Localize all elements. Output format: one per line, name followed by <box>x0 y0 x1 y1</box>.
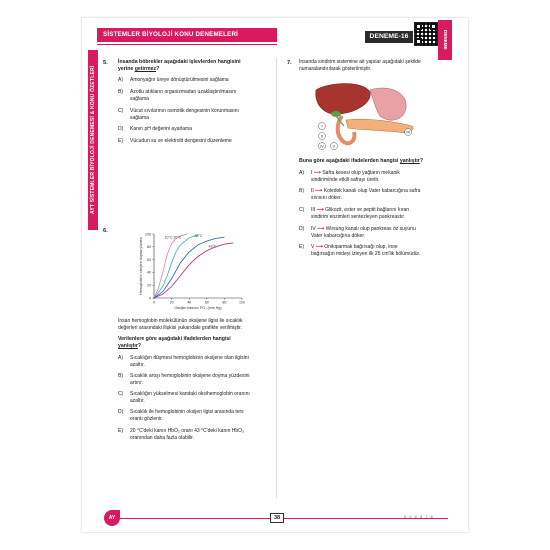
qr-finder <box>415 23 422 30</box>
option-text: Koledok kanalı olup Vater kabarcığına safra <box>323 188 421 194</box>
column-divider <box>276 58 277 498</box>
option-letter: D) <box>118 409 124 415</box>
arrow-icon: ⟶ <box>317 226 325 232</box>
option-letter: C) <box>118 108 124 114</box>
x-tick-label: 80 <box>222 300 227 305</box>
option-text: orantı gözlenir. <box>130 416 163 422</box>
option-letter: C) <box>118 391 124 397</box>
question-stem <box>118 336 278 350</box>
x-tick-label: 100 <box>239 300 245 305</box>
paragraph-line: değerleri arasındaki ilişkisi yukarıdaki grafikte verilmiştir. <box>118 325 242 331</box>
x-tick-label: 60 <box>204 300 209 305</box>
paragraph-line: İnsanda sindirim sistemine ait yapılar aşağıdaki şekilde <box>299 59 421 65</box>
question-stem <box>118 59 278 73</box>
series-label: 10°C <box>164 235 173 240</box>
digestive-system-illustration <box>308 80 428 152</box>
option-letter: B) <box>118 373 123 379</box>
option-letter: A) <box>299 170 304 176</box>
option-letter: E) <box>118 428 123 434</box>
option-text: artırır. <box>130 380 144 386</box>
stem-text: yerine <box>118 66 135 72</box>
option-a[interactable] <box>299 170 400 184</box>
stem-text: Buna göre aşağıdaki ifadelerden hangisi <box>299 158 400 164</box>
option-a[interactable] <box>118 77 229 84</box>
side-tab: DENEME <box>438 20 452 60</box>
option-letter: E) <box>299 244 304 250</box>
stem-text: ? <box>419 158 423 164</box>
x-axis-label: Oksijen basıncı PO₂ (mm Hg) <box>174 306 222 310</box>
option-text: sindiriminde etkili safrayı üretir. <box>311 177 380 183</box>
x-tick-label: 20 <box>169 300 174 305</box>
option-text: sağlama <box>130 115 149 121</box>
footer-codes: 6.6 6.8 7.6 <box>404 514 434 519</box>
option-text: Amonyağın üreye dönüştürülmesini sağlama <box>130 77 229 83</box>
y-axis-label: Hemoglobinin oksijene doyma yüzdesi <box>139 237 143 295</box>
option-text: Safra kesesi olup yağların mekanik <box>322 170 400 176</box>
series-line <box>154 235 198 298</box>
option-letter: D) <box>118 126 124 132</box>
qr-code[interactable] <box>414 22 438 46</box>
label-ii: II <box>320 133 324 139</box>
y-tick-label: 20 <box>147 283 151 288</box>
label-iii: III <box>406 129 410 135</box>
option-numeral: IV <box>311 226 316 232</box>
option-b[interactable] <box>118 373 250 387</box>
stem-emphasis: yanlıştır <box>118 343 138 349</box>
option-numeral: V <box>311 244 315 250</box>
option-text: Vücut sıvılarının osmotik dengesinin korunmasını <box>130 108 239 114</box>
stem-text: ? <box>156 66 160 72</box>
option-letter: B) <box>299 188 304 194</box>
qr-finder <box>430 23 437 30</box>
option-numeral: II <box>311 188 314 194</box>
option-letter: A) <box>118 355 123 361</box>
option-text: sağlama <box>130 96 149 102</box>
option-b[interactable] <box>118 89 236 103</box>
question-number: 5. <box>103 60 108 66</box>
option-text: Vater kabarcığına döker. <box>311 233 366 239</box>
option-letter: C) <box>299 207 305 213</box>
option-c[interactable] <box>118 391 250 405</box>
stem-emphasis: getirmez <box>134 66 157 72</box>
arrow-icon: ⟶ <box>316 207 324 213</box>
series-line <box>154 243 233 298</box>
liver-shape <box>316 84 370 115</box>
option-c[interactable] <box>118 108 239 122</box>
y-tick-label: 60 <box>147 257 151 262</box>
option-text: Sıcaklığın düşmesi hemoglobinin oksijene olan ilgisini <box>130 355 249 361</box>
option-text: Onikiparmak bağırsağı olup, inoe <box>324 244 398 250</box>
option-text: Sıcaklığın yükselmesi kandaki oksihemoglobin oranını <box>130 391 250 397</box>
y-tick-label: 80 <box>147 245 151 250</box>
option-b[interactable] <box>299 188 420 202</box>
option-text: sıvısını döker. <box>311 195 342 201</box>
deneme-badge: DENEME-16 <box>365 31 413 43</box>
option-text: Azotlu atıkların organizmadan uzaklaştırılmasını <box>130 89 237 95</box>
oxygen-dissociation-chart <box>120 228 250 314</box>
option-text: Sıcaklık artışı hemoglobinin oksijene doyma yüzdesini <box>130 373 250 379</box>
paragraph-line: İnsan hemoglobin molekülünün oksijene ilgisi ile sıcaklık <box>118 318 243 324</box>
series-label: 43°C <box>208 244 217 249</box>
option-text: Sıcaklık ile hemoglobinin oksijen ilgisi arasında ters <box>130 409 244 415</box>
publisher-logo: AY <box>104 510 120 526</box>
option-a[interactable] <box>118 355 249 369</box>
question-number: 7. <box>287 60 292 66</box>
option-letter: E) <box>118 138 123 144</box>
stem-emphasis: yanlıştır <box>399 158 420 164</box>
label-i: I <box>321 123 323 129</box>
y-tick-label: 100 <box>145 232 151 237</box>
series-label: 20°C <box>173 235 182 240</box>
header-rule <box>97 44 277 45</box>
option-text: Kanın pH değerini ayarlama <box>130 126 192 132</box>
stem-text: Verilenlere göre aşağıdaki ifadelerden hangisi <box>118 336 231 342</box>
option-letter: D) <box>299 226 305 232</box>
option-d[interactable] <box>118 409 244 423</box>
option-text: oranından daha fazla olabilir. <box>130 435 194 441</box>
option-d[interactable] <box>299 226 416 240</box>
page-number: 38 <box>270 513 284 523</box>
option-numeral: I <box>311 170 313 176</box>
header-title: SİSTEMLER BİYOLOJİ KONU DENEMELERİ <box>97 28 277 42</box>
qr-finder <box>415 38 422 45</box>
y-tick-label: 0 <box>149 296 151 301</box>
option-e[interactable] <box>299 244 420 258</box>
left-band-label: AYT SİSTEMLER BİYOLOJİ DENEMESİ & KONU ÖZETLERİ <box>88 50 98 230</box>
series-label: 38°C <box>194 234 203 239</box>
option-text: 20 °C'deki kanın HbO₂ oranı 43 °C'deki kanın HbO₂ <box>130 428 245 434</box>
option-text: azaltır. <box>130 362 145 368</box>
question-number: 6. <box>103 228 108 234</box>
pancreas-shape <box>346 119 413 132</box>
option-letter: A) <box>118 77 123 83</box>
option-e[interactable] <box>118 428 244 442</box>
question-paragraph <box>299 59 459 73</box>
stomach-shape <box>370 88 406 120</box>
label-v: V <box>332 143 336 149</box>
option-text: sindirim enzimleri sentezleyen pankreastır. <box>311 214 406 220</box>
arrow-icon: ⟶ <box>313 170 321 176</box>
x-tick-label: 40 <box>187 300 192 305</box>
arrow-icon: ⟶ <box>315 244 323 250</box>
option-text: Wirsung kanalı olup pankreas öz suyunu <box>325 226 416 232</box>
option-c[interactable] <box>299 207 409 221</box>
option-d[interactable] <box>118 126 192 133</box>
option-text: azaltır. <box>130 398 145 404</box>
option-letter: B) <box>118 89 123 95</box>
option-text: bağırsağın mideyi izleyen ilk 25 cm'lik bölümüdür. <box>311 251 421 257</box>
option-numeral: III <box>311 207 316 213</box>
option-text: Vücudun su ve elektrolit dengesini düzenleme <box>130 138 232 144</box>
x-tick-label: 0 <box>153 300 155 305</box>
y-tick-label: 40 <box>147 270 151 275</box>
label-iv: IV <box>320 143 324 149</box>
stem-text: ? <box>137 343 142 349</box>
paragraph-line: numaralandırılarak gösterilmiştir. <box>299 66 372 72</box>
question-paragraph <box>118 318 278 332</box>
question-stem <box>299 158 459 165</box>
option-text: Glikozit, ester ve peptit bağlarını kıran <box>325 207 410 213</box>
option-e[interactable] <box>118 138 232 145</box>
arrow-icon: ⟶ <box>315 188 323 194</box>
stem-text: İnsanda böbrekler aşağıdaki işlevlerden hangisini <box>118 59 241 65</box>
